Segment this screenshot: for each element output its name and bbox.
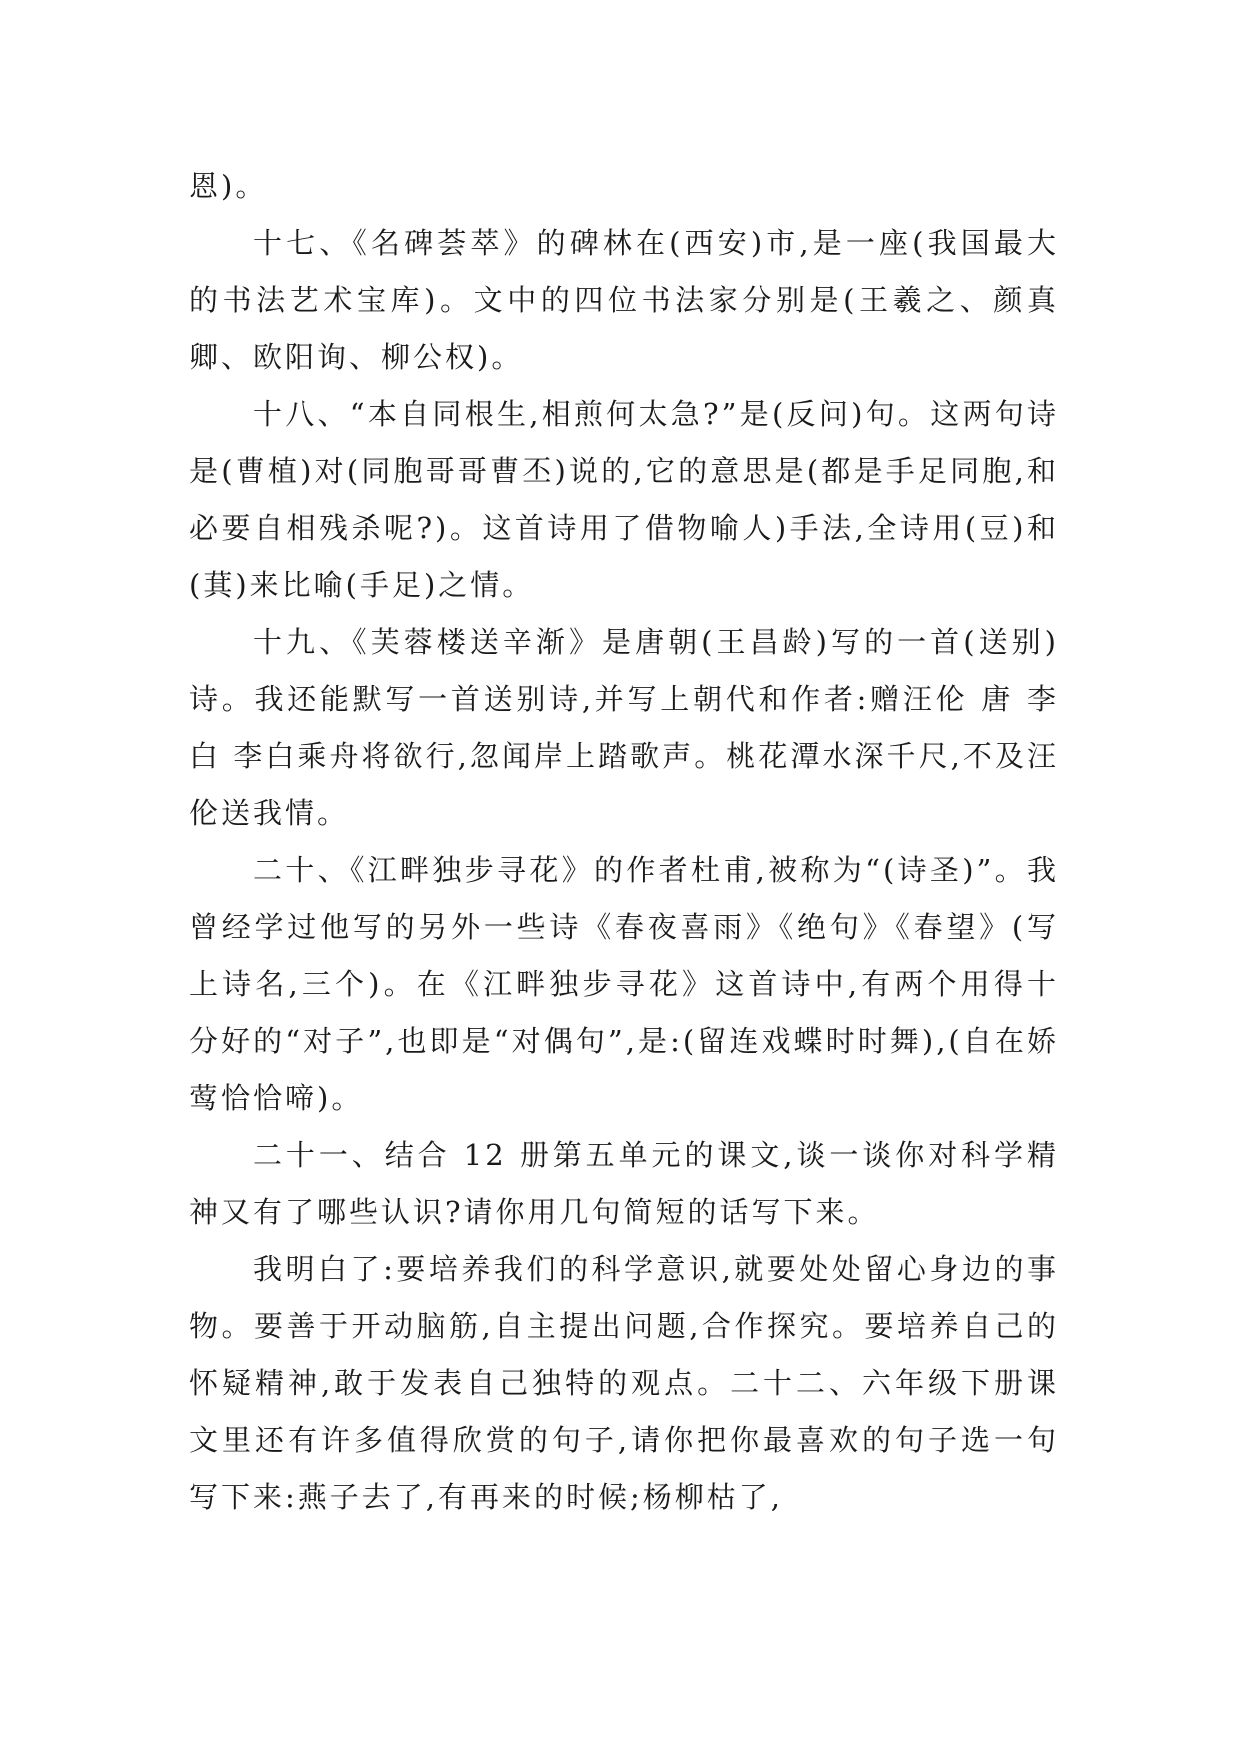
paragraph-21-science-question: 二十一、结合 12 册第五单元的课文,谈一谈你对科学精神又有了哪些认识?请你用几句简短的话写下来。 — [189, 1138, 1059, 1229]
paragraph-19-farewell-poem: 十九、《芙蓉楼送辛渐》是唐朝(王昌龄)写的一首(送别)诗。我还能默写一首送别诗,并写上朝代和作者:赠汪伦 唐 李白 李白乘舟将欲行,忽闻岸上踏歌声。桃花潭水深千尺,不及汪伦送我情。 — [189, 625, 1059, 830]
paragraph-20-du-fu: 二十、《江畔独步寻花》的作者杜甫,被称为“(诗圣)”。我曾经学过他写的另外一些诗《春夜喜雨》《绝句》《春望》(写上诗名,三个)。在《江畔独步寻花》这首诗中,有两个用得十分好的“对子”,也即是“对偶句”,是:(留连戏蝶时时舞),(自在娇莺恰恰啼)。 — [189, 853, 1059, 1115]
paragraph-17-stele-forest: 十七、《名碑荟萃》的碑林在(西安)市,是一座(我国最大的书法艺术宝库)。文中的四位书法家分别是(王羲之、颜真卿、欧阳询、柳公权)。 — [189, 226, 1059, 374]
paragraph-18-seven-step-poem: 十八、“本自同根生,相煎何太急?”是(反问)句。这两句诗是(曹植)对(同胞哥哥曹丕)说的,它的意思是(都是手足同胞,和必要自相残杀呢?)。这首诗用了借物喻人)手法,全诗用(豆)和(萁)来比喻(手足)之情。 — [189, 397, 1059, 602]
paragraph-science-answer: 我明白了:要培养我们的科学意识,就要处处留心身边的事物。要善于开动脑筋,自主提出问题,合作探究。要培养自己的怀疑精神,敢于发表自己独特的观点。二十二、六年级下册课文里还有许多值得欣赏的句子,请你把你最喜欢的句子选一句写下来:燕子去了,有再来的时候;杨柳枯了, — [189, 1252, 1059, 1514]
document-body — [189, 158, 1059, 1526]
paragraph-continuation: 恩)。 — [189, 169, 268, 203]
